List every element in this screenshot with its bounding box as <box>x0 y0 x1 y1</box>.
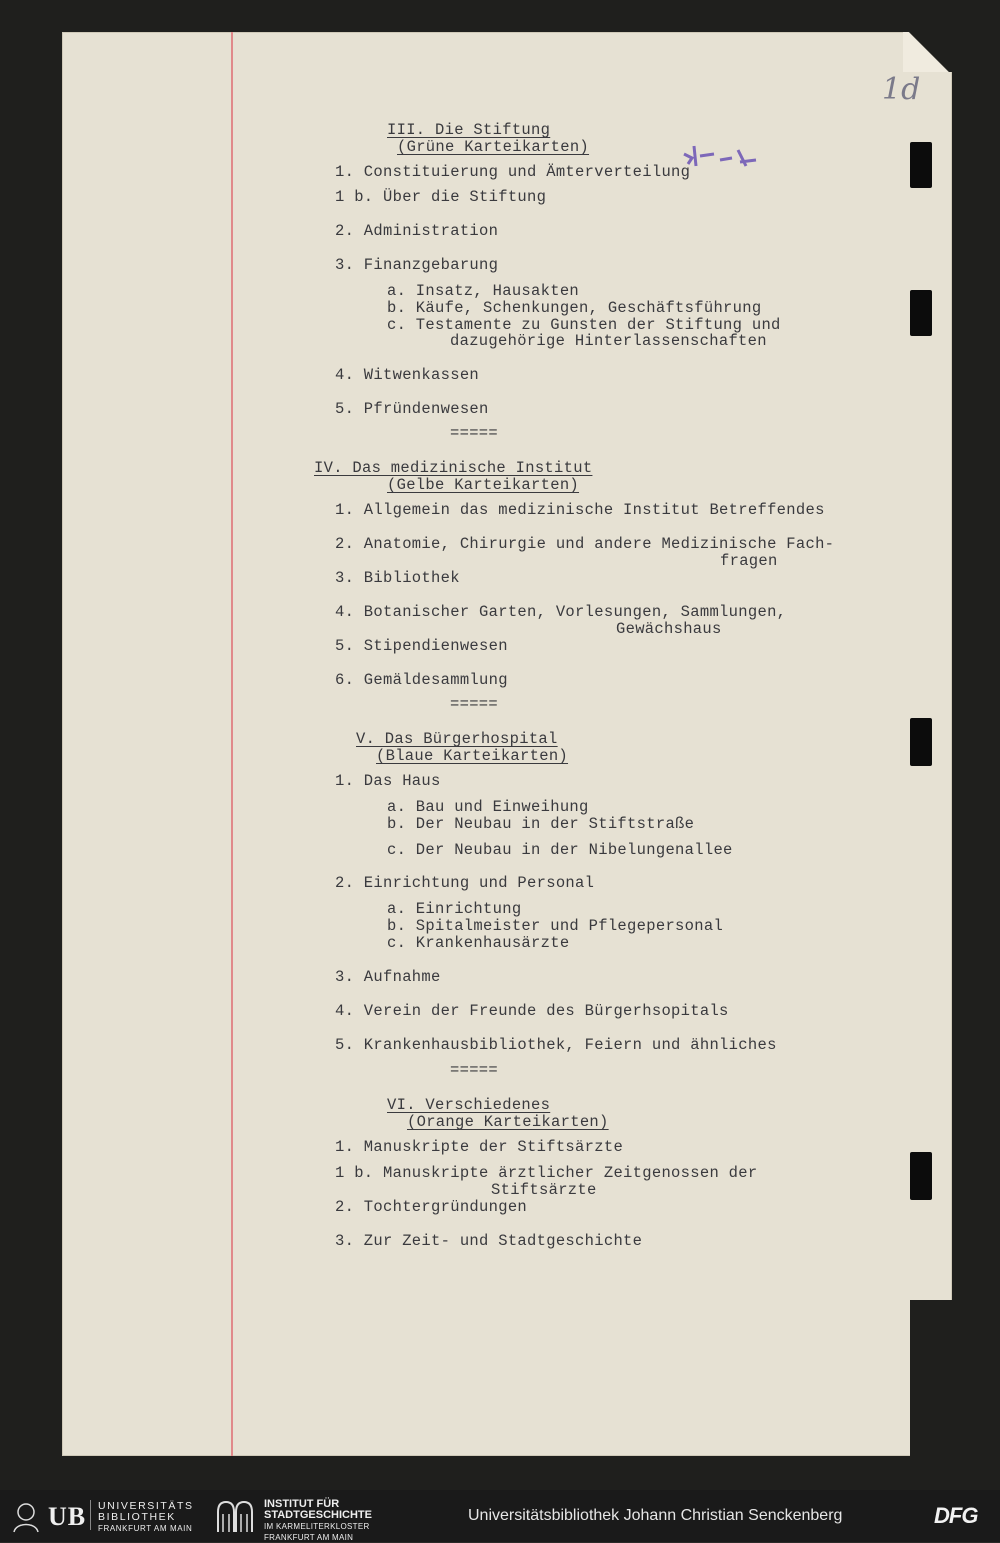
list-item: 4. Verein der Freunde des Bürgerhsopitals <box>335 1002 729 1020</box>
list-item: 1. Das Haus <box>335 772 441 790</box>
folded-corner <box>903 32 952 72</box>
sub-list-item: b. Spitalmeister und Pflegepersonal <box>387 917 724 935</box>
list-item: 2. Einrichtung und Personal <box>335 874 595 892</box>
section-heading: IV. Das medizinische Institut <box>314 459 593 477</box>
list-item: 1 b. Manuskripte ärztlicher Zeitgenossen der <box>335 1164 758 1182</box>
sub-list-item: b. Käufe, Schenkungen, Geschäftsführung <box>387 299 762 317</box>
isg-line-1: INSTITUT FÜR <box>264 1498 340 1510</box>
punch-hole <box>910 142 932 188</box>
list-item: 4. Witwenkassen <box>335 366 480 384</box>
list-item: 2. Anatomie, Chirurgie und andere Medizinische Fach- <box>335 535 835 553</box>
list-item: 5. Pfründenwesen <box>335 400 489 418</box>
list-item: Gewächshaus <box>616 620 722 638</box>
section-subheading: (Orange Karteikarten) <box>407 1113 609 1131</box>
ub-logo-mark: UB <box>48 1502 87 1531</box>
section-subheading: (Gelbe Karteikarten) <box>387 476 580 494</box>
list-item: 2. Administration <box>335 222 499 240</box>
section-subheading: (Grüne Karteikarten) <box>397 138 590 156</box>
isg-logo-text <box>264 1499 372 1543</box>
sub-list-item: c. Testamente zu Gunsten der Stiftung und <box>387 316 781 334</box>
list-item: 5. Krankenhausbibliothek, Feiern und ähnliches <box>335 1036 777 1054</box>
list-item: 4. Botanischer Garten, Vorlesungen, Sammlungen, <box>335 603 787 621</box>
isg-line-4: FRANKFURT AM MAIN <box>264 1533 354 1542</box>
list-item: 5. Stipendienwesen <box>335 637 508 655</box>
sub-list-item: a. Bau und Einweihung <box>387 798 589 816</box>
sub-list-item: a. Einrichtung <box>387 900 522 918</box>
punch-hole <box>910 290 932 336</box>
list-item: 1. Constituierung und Ämterverteilung <box>335 163 691 181</box>
punch-hole <box>910 718 932 766</box>
list-item: 3. Bibliothek <box>335 569 460 587</box>
section-separator: ===== <box>450 1061 499 1079</box>
sub-list-item: dazugehörige Hinterlassenschaften <box>450 332 767 350</box>
list-item: 3. Zur Zeit- und Stadtgeschichte <box>335 1232 643 1250</box>
ub-line-3: FRANKFURT AM MAIN <box>98 1524 193 1533</box>
sub-list-item: c. Der Neubau in der Nibelungenallee <box>387 841 733 859</box>
section-subheading: (Blaue Karteikarten) <box>376 747 569 765</box>
ub-line-2: BIBLIOTHEK <box>98 1511 176 1523</box>
list-item: 1. Manuskripte der Stiftsärzte <box>335 1138 624 1156</box>
list-item: Stiftsärzte <box>491 1181 597 1199</box>
section-heading: III. Die Stiftung <box>387 121 551 139</box>
section-separator: ===== <box>450 424 499 442</box>
isg-arches-logo-icon <box>214 1498 256 1534</box>
ub-portrait-logo-icon <box>8 1498 44 1534</box>
list-item: 3. Aufnahme <box>335 968 441 986</box>
sub-list-item: a. Insatz, Hausakten <box>387 282 580 300</box>
isg-line-3: IM KARMELITERKLOSTER <box>264 1522 370 1531</box>
sub-list-item: c. Krankenhausärzte <box>387 934 570 952</box>
section-heading: VI. Verschiedenes <box>387 1096 551 1114</box>
library-title: Universitätsbibliothek Johann Christian Senckenberg <box>468 1507 843 1524</box>
list-item: fragen <box>720 552 778 570</box>
list-item: 3. Finanzgebarung <box>335 256 499 274</box>
list-item: 2. Tochtergründungen <box>335 1198 528 1216</box>
page-edge-shadow <box>910 1300 952 1456</box>
footer-bar <box>0 1490 1000 1542</box>
list-item: 1. Allgemein das medizinische Institut Betreffendes <box>335 501 825 519</box>
punch-hole <box>910 1152 932 1200</box>
corner-note: 1d <box>882 72 921 107</box>
margin-line <box>231 32 233 1456</box>
divider <box>90 1500 91 1530</box>
list-item: 6. Gemäldesammlung <box>335 671 508 689</box>
section-separator: ===== <box>450 695 499 713</box>
section-heading: V. Das Bürgerhospital <box>356 730 558 748</box>
isg-line-2: STADTGESCHICHTE <box>264 1509 372 1521</box>
ub-logo-text <box>98 1501 194 1534</box>
list-item: 1 b. Über die Stiftung <box>335 188 547 206</box>
ub-line-1: UNIVERSITÄTS <box>98 1500 194 1512</box>
sub-list-item: b. Der Neubau in der Stiftstraße <box>387 815 695 833</box>
dfg-logo: DFG <box>934 1503 978 1528</box>
